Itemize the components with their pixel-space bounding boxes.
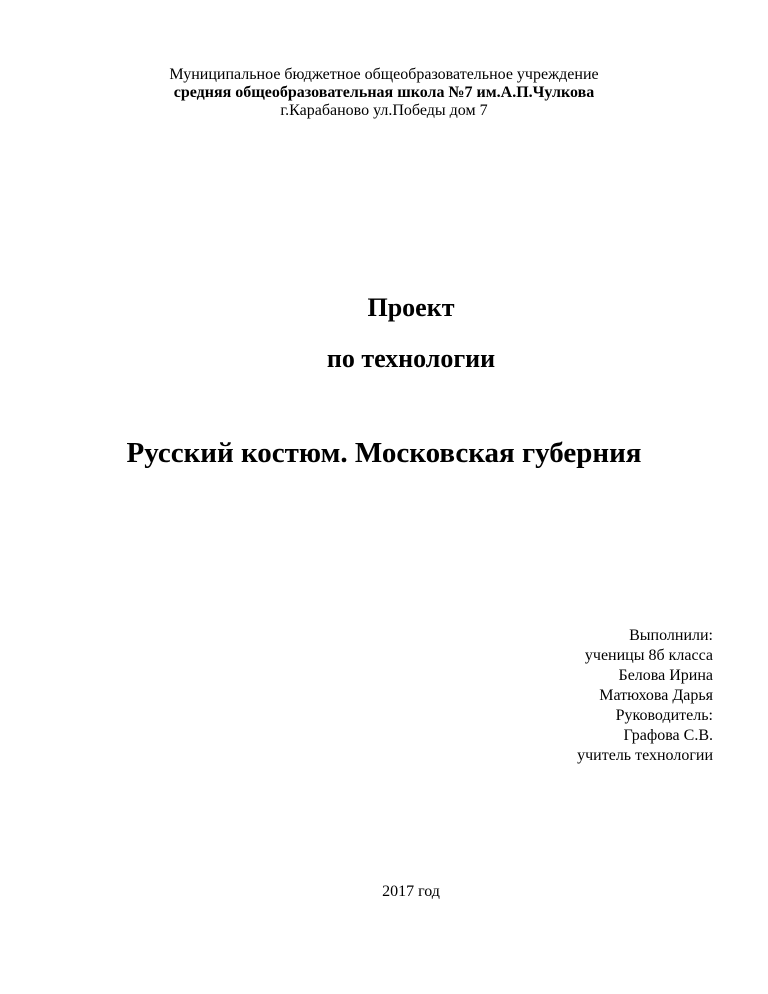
author-name: Белова Ирина <box>618 667 713 684</box>
supervisor-label: Руководитель: <box>615 707 713 724</box>
authors-label: Выполнили: <box>629 627 713 644</box>
project-subject: Русский костюм. Московская губерния <box>126 437 642 469</box>
author-name: Матюхова Дарья <box>599 687 713 704</box>
year: 2017 год <box>382 883 440 900</box>
institution-type: Муниципальное бюджетное общеобразовательное учреждение <box>169 66 599 83</box>
supervisor-position: учитель технологии <box>577 747 713 764</box>
authors-class: ученицы 8б класса <box>584 647 713 664</box>
school-name: средняя общеобразовательная школа №7 им.А.П.Чулкова <box>173 84 595 101</box>
supervisor-name: Графова С.В. <box>623 727 713 744</box>
project-discipline: по технологии <box>326 344 496 373</box>
project-title: Проект <box>367 293 455 322</box>
authors-block <box>577 626 713 766</box>
school-header <box>0 66 768 120</box>
school-address: г.Карабаново ул.Победы дом 7 <box>280 102 488 119</box>
